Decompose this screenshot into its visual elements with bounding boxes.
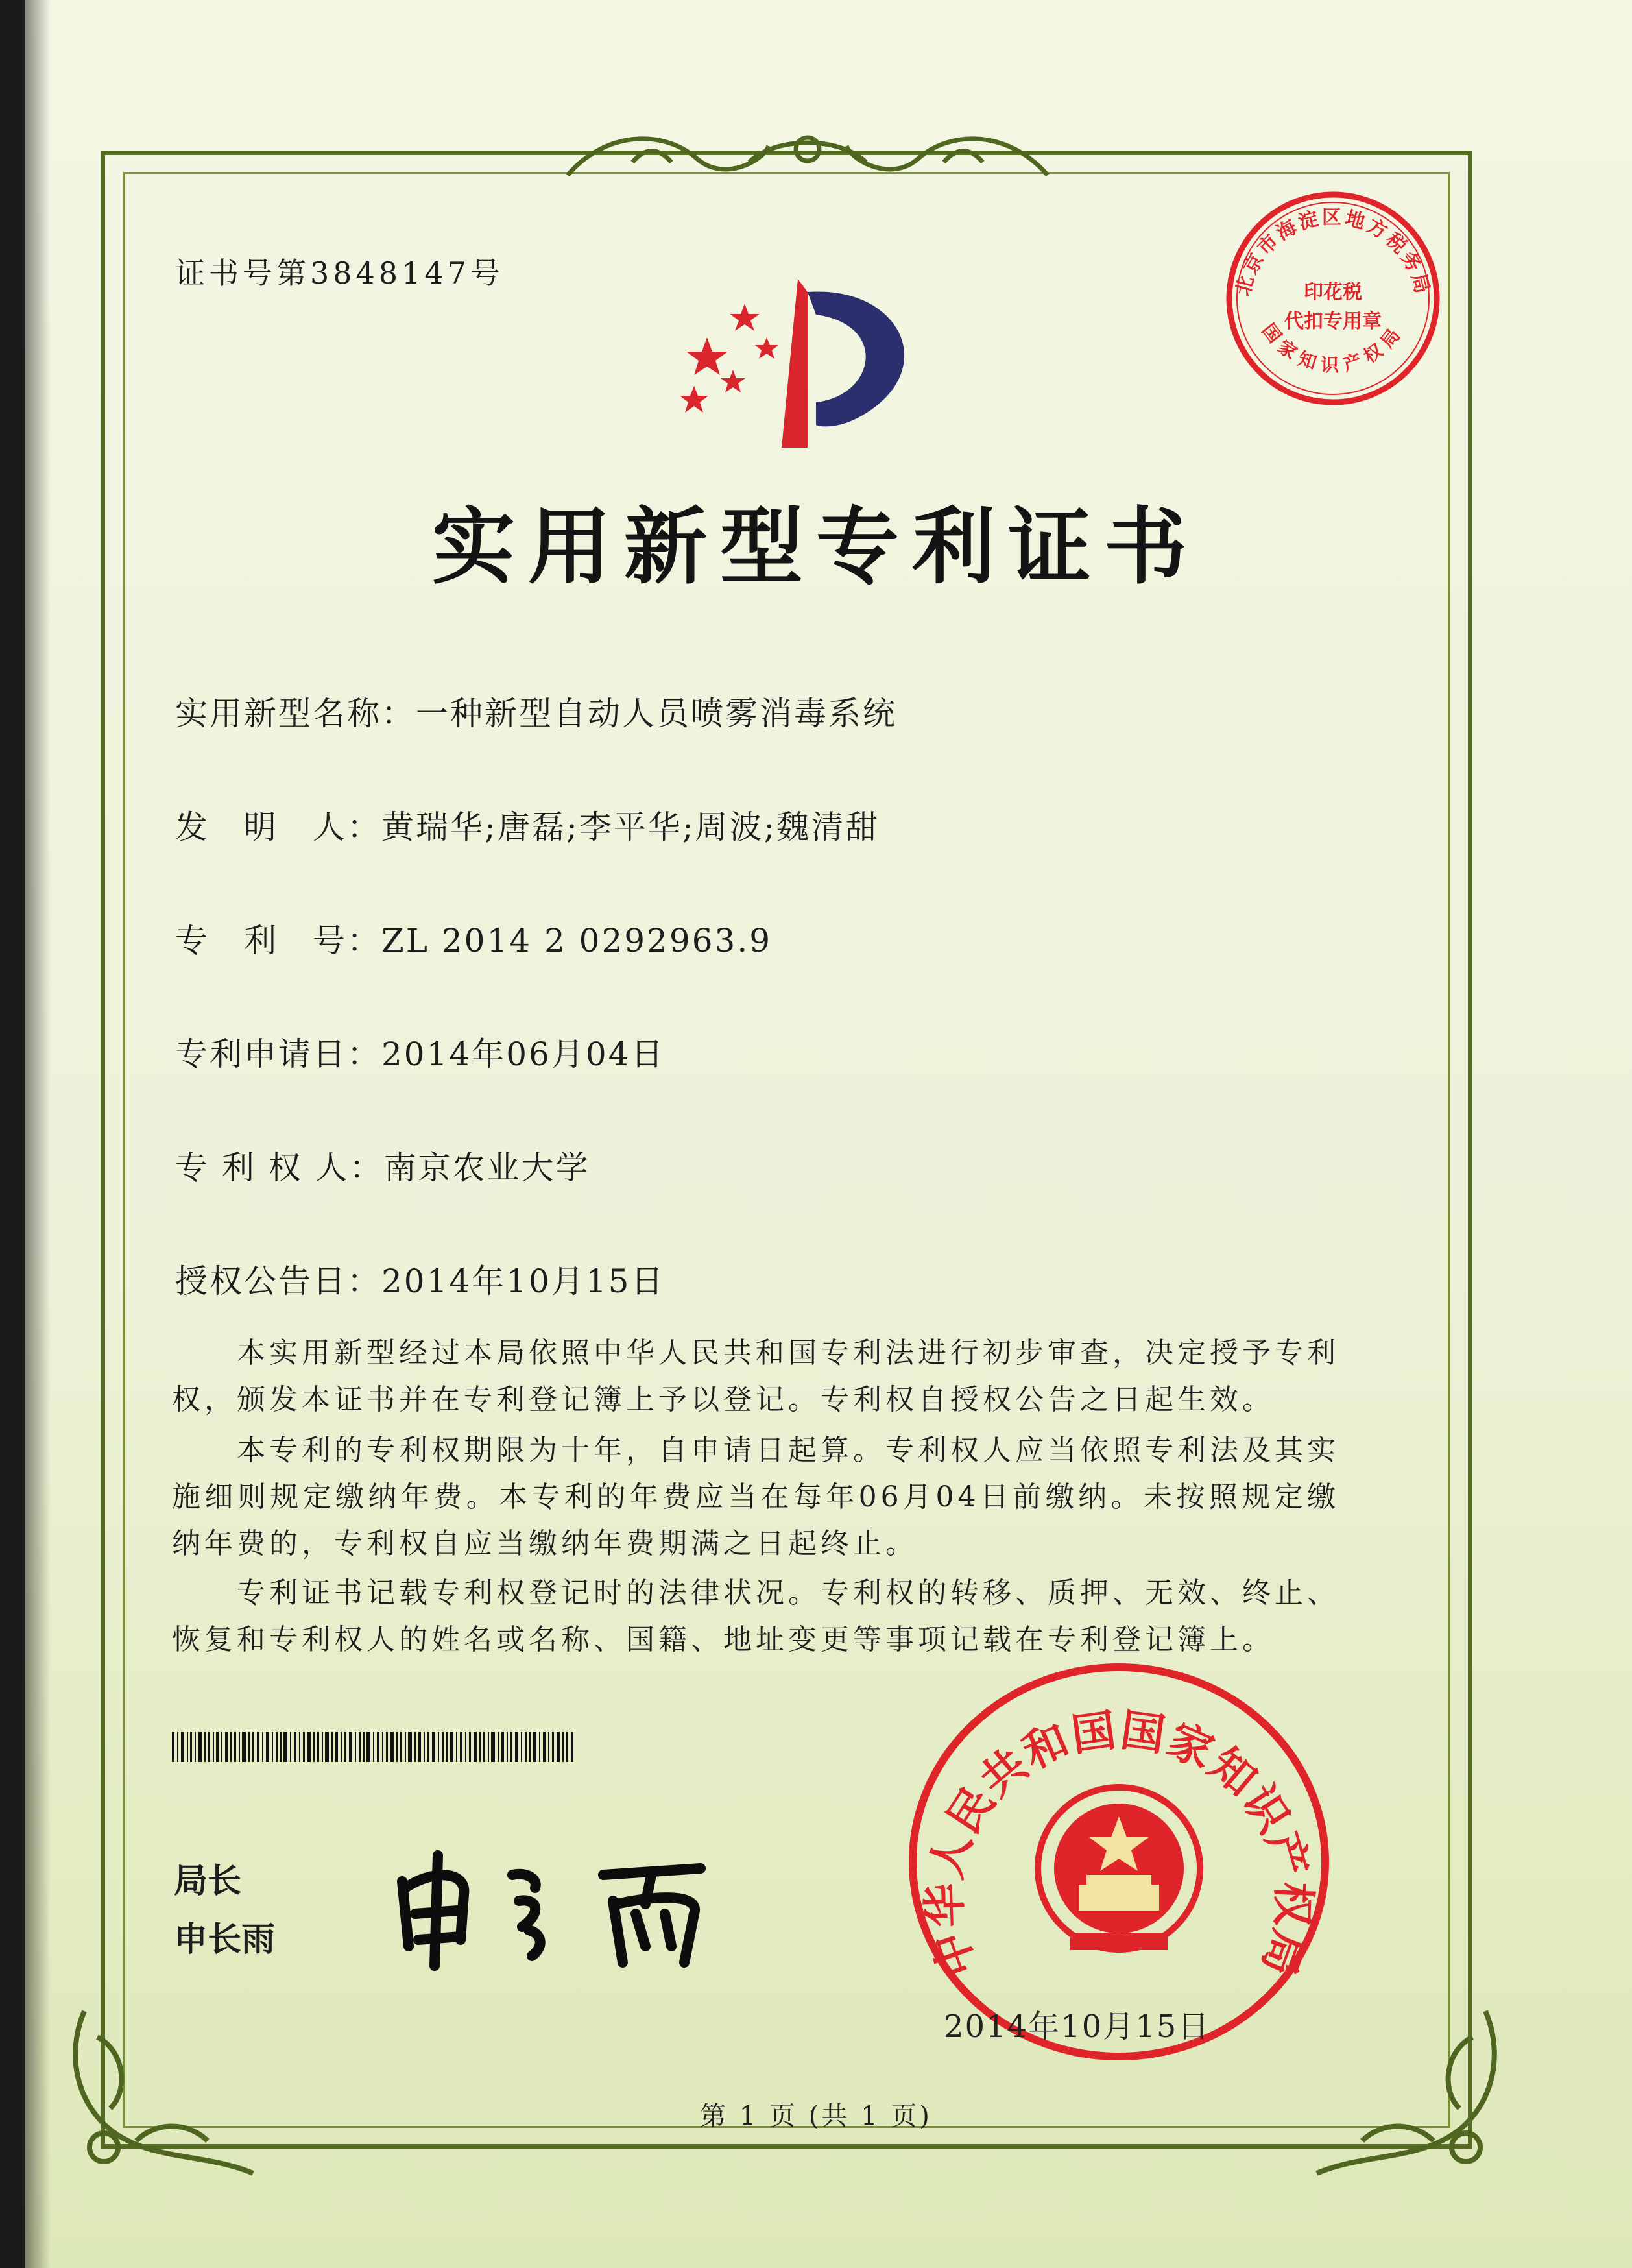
field-patentee (175, 1142, 590, 1188)
tax-seal-bottom-text: 国家知识产权局 (1257, 319, 1409, 376)
tax-seal-center-line2: 代扣专用章 (1284, 310, 1382, 333)
field-value: 黄瑞华;唐磊;李平华;周波;魏清甜 (381, 808, 880, 846)
field-label: 专 利 号： (175, 922, 381, 959)
certificate-title: 实用新型专利证书 (431, 499, 1200, 596)
paragraph-grant-statement: 本实用新型经过本局依照中华人民共和国专利法进行初步审查，决定授予专利权，颁发本证书并在专利登记簿上予以登记。专利权自授权公告之日起生效。 (172, 1336, 1339, 1416)
barcode (172, 1732, 574, 1762)
field-label: 实用新型名称： (175, 695, 416, 732)
field-grant-date (175, 1255, 666, 1302)
field-patent-number (175, 915, 772, 961)
patent-office-logo (668, 266, 928, 461)
tax-seal-outer-text: 北京市海淀区地方税务局 (1231, 206, 1435, 298)
binding-shadow (25, 0, 51, 2268)
director-block (174, 1852, 275, 1969)
field-utility-model-name (175, 688, 897, 734)
field-value: 2014年06月04日 (381, 1035, 666, 1073)
field-inventors (175, 801, 880, 848)
field-value: 2014年10月15日 (381, 1262, 666, 1300)
paragraph-legal-status: 专利证书记载专利权登记时的法律状况。专利权的转移、质押、无效、终止、恢复和专利权人的姓名或名称、国籍、地址变更等事项记载在专利登记簿上。 (172, 1576, 1339, 1656)
field-value: 南京农业大学 (383, 1149, 590, 1187)
page-number: 第 1 页 (共 1 页) (700, 2101, 932, 2131)
certificate-number: 证书号第3848147号 (175, 256, 504, 291)
field-application-date (175, 1028, 666, 1075)
top-ornament (555, 123, 1061, 195)
field-value: ZL 2014 2 0292963.9 (381, 922, 773, 959)
field-label: 授权公告日： (175, 1262, 381, 1300)
national-emblem-icon (1038, 1787, 1200, 1950)
field-label: 发 明 人： (175, 808, 381, 846)
seal-date: 2014年10月15日 (944, 2009, 1210, 2045)
field-label: 专 利 权 人： (175, 1149, 384, 1187)
field-value: 一种新型自动人员喷雾消毒系统 (416, 695, 897, 732)
director-signature (389, 1842, 791, 1972)
field-label: 专利申请日： (175, 1035, 381, 1073)
tax-seal-center-line1: 印花税 (1304, 281, 1362, 304)
paragraph-term-statement: 本专利的专利权期限为十年，自申请日起算。专利权人应当依照专利法及其实施细则规定缴纳年费。本专利的年费应当在每年06月04日前缴纳。未按照规定缴纳年费的，专利权自应当缴纳年费期满之日起终止。 (172, 1434, 1339, 1560)
director-title: 局长 (174, 1862, 242, 1901)
tax-seal-stamp (1219, 185, 1446, 412)
star-icon (680, 304, 778, 413)
director-name: 申长雨 (174, 1920, 276, 1959)
official-seal-text: 中华人民共和国国家知识产权局 (918, 1704, 1319, 1984)
